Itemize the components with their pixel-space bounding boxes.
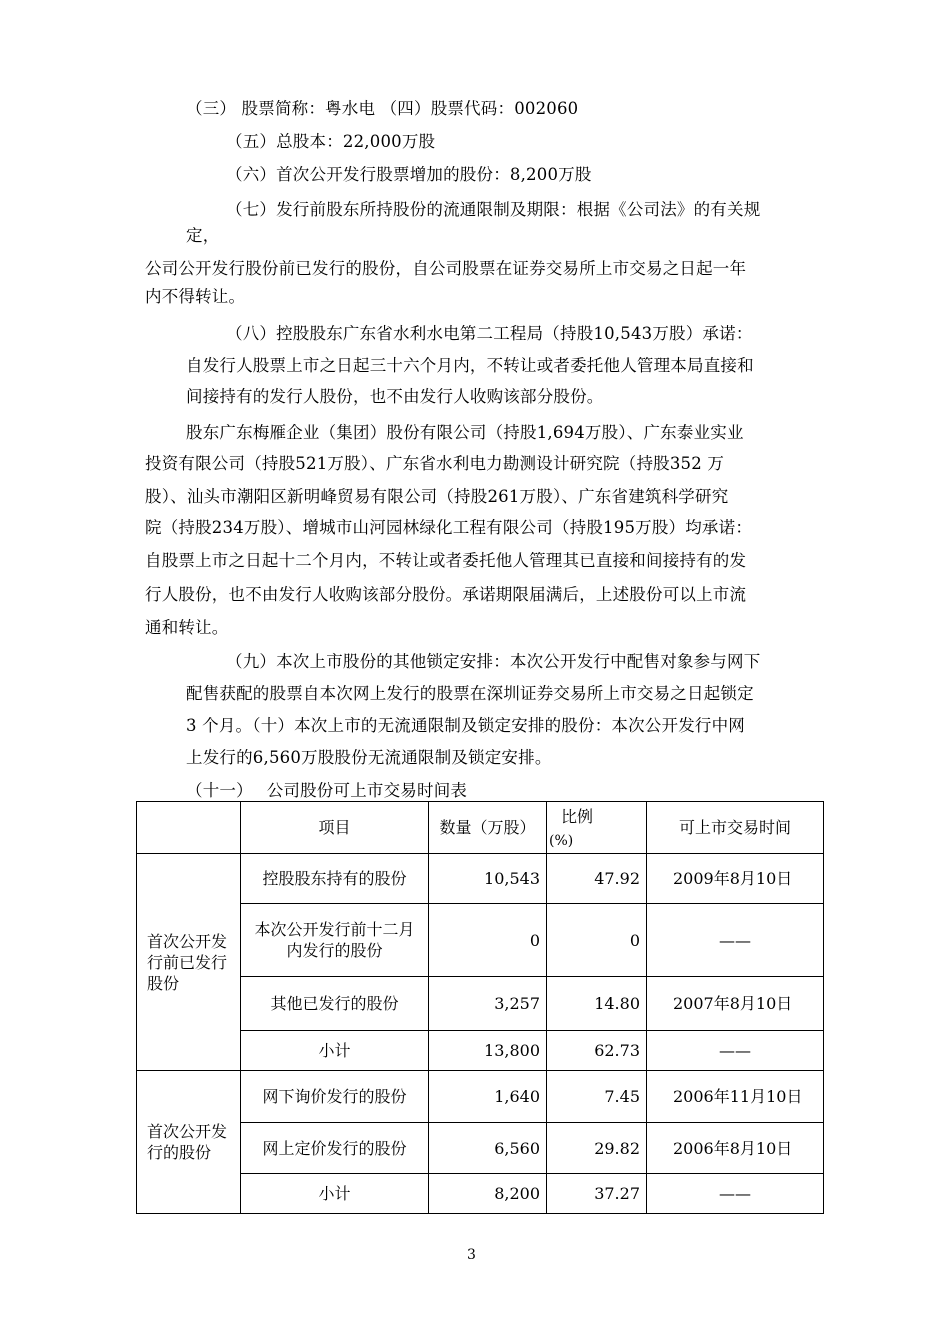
cell-quantity: 3,257 (429, 977, 547, 1031)
paragraph-other-shareholders-2: 投资有限公司（持股521万股）、广东省水利电力勘测设计研究院（持股352 万 (145, 454, 725, 473)
table-row (137, 1123, 824, 1174)
cell-percent: 29.82 (547, 1123, 647, 1174)
cell-date: 2006年8月10日 (647, 1123, 824, 1174)
group-pre-ipo-shares: 首次公开发行前已发行股份 (137, 854, 241, 1071)
cell-quantity: 10,543 (429, 854, 547, 904)
cell-item: 网下询价发行的股份 (241, 1071, 429, 1123)
paragraph-controlling-commitment-2: 间接持有的发行人股份，也不由发行人收购该部分股份。 (186, 387, 604, 406)
cell-item: 小计 (241, 1174, 429, 1214)
header-listing-date: 可上市交易时间 (647, 802, 824, 854)
paragraph-total-shares: （五）总股本：22,000万股 (226, 132, 436, 151)
cell-quantity: 8,200 (429, 1174, 547, 1214)
cell-percent: 47.92 (547, 854, 647, 904)
table-row (137, 1174, 824, 1214)
paragraph-controlling-commitment-1: 自发行人股票上市之日起三十六个月内，不转让或者委托他人管理本局直接和 (186, 356, 754, 375)
cell-quantity: 13,800 (429, 1031, 547, 1071)
paragraph-restriction-body-1: 公司公开发行股份前已发行的股份，自公司股票在证券交易所上市交易之日起一年 (145, 259, 747, 278)
header-item: 项目 (241, 802, 429, 854)
table-row (137, 977, 824, 1031)
cell-quantity: 6,560 (429, 1123, 547, 1174)
cell-item: 其他已发行的股份 (241, 977, 429, 1031)
table-caption: （十一） 公司股份可上市交易时间表 (186, 781, 468, 800)
header-percent (547, 802, 647, 854)
cell-percent: 7.45 (547, 1071, 647, 1123)
paragraph-other-shareholders-1: 股东广东梅雁企业（集团）股份有限公司（持股1,694万股）、广东泰业实业 (186, 423, 744, 442)
header-percent-unit: (%) (549, 833, 574, 849)
table-row (137, 854, 824, 904)
paragraph-other-shareholders-3: 股）、汕头市潮阳区新明峰贸易有限公司（持股261万股）、广东省建筑科学研究 (145, 487, 729, 506)
cell-quantity: 1,640 (429, 1071, 547, 1123)
header-percent-label: 比例 (561, 807, 594, 826)
paragraph-restriction-cont: 定， (186, 226, 220, 245)
paragraph-restriction-heading: （七）发行前股东所持股份的流通限制及期限：根据《公司法》的有关规 (226, 200, 761, 219)
cell-date: 2007年8月10日 (647, 977, 824, 1031)
table-row (137, 904, 824, 977)
cell-percent: 0 (547, 904, 647, 977)
listing-schedule-table (136, 801, 824, 1214)
cell-quantity: 0 (429, 904, 547, 977)
cell-date: —— (647, 1031, 824, 1071)
cell-date: 2006年11月10日 (647, 1071, 824, 1123)
paragraph-other-shareholders-4: 院（持股234万股）、增城市山河园林绿化工程有限公司（持股195万股）均承诺： (145, 518, 753, 537)
paragraph-other-lock-3: 3 个月。（十）本次上市的无流通限制及锁定安排的股份：本次公开发行中网 (186, 716, 745, 735)
page-number: 3 (467, 1247, 476, 1263)
paragraph-other-lock-1: （九）本次上市股份的其他锁定安排：本次公开发行中配售对象参与网下 (226, 652, 761, 671)
paragraph-controlling-shareholder: （八）控股股东广东省水利水电第二工程局（持股10,543万股）承诺： (226, 324, 753, 343)
cell-date: —— (647, 1174, 824, 1214)
group-ipo-shares: 首次公开发行的股份 (137, 1071, 241, 1214)
paragraph-stock-name-code: （三） 股票简称：粤水电 （四）股票代码：002060 (186, 99, 579, 118)
cell-date: —— (647, 904, 824, 977)
table-header-row (137, 802, 824, 854)
paragraph-other-shareholders-7: 通和转让。 (145, 618, 229, 637)
cell-percent: 14.80 (547, 977, 647, 1031)
paragraph-new-shares: （六）首次公开发行股票增加的股份：8,200万股 (226, 165, 592, 184)
header-quantity: 数量（万股） (429, 802, 547, 854)
cell-date: 2009年8月10日 (647, 854, 824, 904)
cell-percent: 62.73 (547, 1031, 647, 1071)
cell-item: 本次公开发行前十二月内发行的股份 (241, 904, 429, 977)
cell-item: 小计 (241, 1031, 429, 1071)
paragraph-other-shareholders-5: 自股票上市之日起十二个月内，不转让或者委托他人管理其已直接和间接持有的发 (145, 551, 747, 570)
paragraph-other-shareholders-6: 行人股份，也不由发行人收购该部分股份。承诺期限届满后，上述股份可以上市流 (145, 585, 747, 604)
cell-item: 网上定价发行的股份 (241, 1123, 429, 1174)
paragraph-other-lock-2: 配售获配的股票自本次网上发行的股票在深圳证券交易所上市交易之日起锁定 (186, 684, 754, 703)
paragraph-other-lock-4: 上发行的6,560万股股份无流通限制及锁定安排。 (186, 748, 552, 767)
header-blank-cell (137, 802, 241, 854)
cell-item: 控股股东持有的股份 (241, 854, 429, 904)
table-row (137, 1071, 824, 1123)
paragraph-restriction-body-2: 内不得转让。 (145, 287, 246, 306)
cell-percent: 37.27 (547, 1174, 647, 1214)
table-row (137, 1031, 824, 1071)
